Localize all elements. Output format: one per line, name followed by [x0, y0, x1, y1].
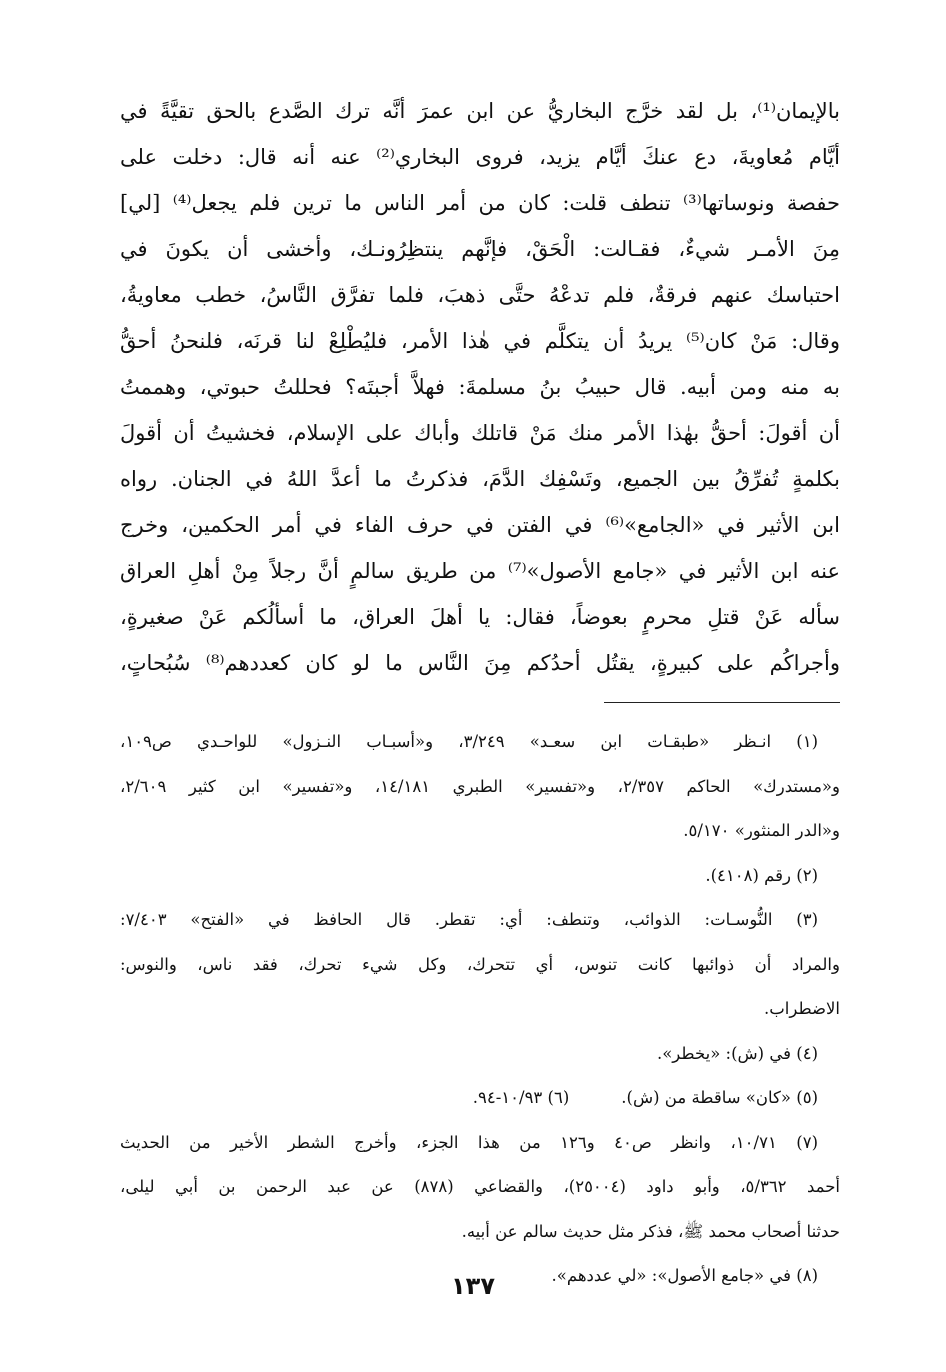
footnote-line: والمراد أن ذوائبها كانت تنوس، أي تتحرك، وكل شيء تحرك، فقد ناس، والنوس: — [120, 954, 840, 974]
footnote-line: (٤) في (ش): «يخطر». — [656, 1043, 818, 1063]
footnote-line: الاضطراب. — [763, 999, 840, 1018]
body-line: به منه ومن أبيه. قال حبيبُ بنُ مسلمةَ: فهلاَّ أجبتَه؟ فحللتُ حبوتي، وهممتُ — [120, 375, 840, 399]
footnote-line: و«مستدرك» الحاكم ٢/٣٥٧، و«تفسير» الطبري ١٤/١٨١، و«تفسير» ابن كثير ٢/٦٠٩، — [120, 776, 840, 796]
footnote-line: حدثنا أصحاب محمد ﷺ، فذكر مثل حديث سالم عن أبيه. — [461, 1221, 840, 1241]
footnote-line-pair — [120, 1076, 840, 1121]
body-line: عنه ابن الأثير في «جامع الأصول»⁽⁷⁾ من طريق سالمٍ أنَّ رجلاً مِنْ أهلِ العراق — [120, 559, 840, 583]
footnote-line: و«الدر المنثور» ٥/١٧٠. — [683, 821, 840, 840]
page-number: ١٣٧ — [451, 1272, 495, 1300]
body-line: حفصة ونوساتها⁽³⁾ تنطف قلت: كان من أمر الناس ما ترين فلم يجعل⁽⁴⁾ [لي] — [120, 191, 840, 215]
main-text — [120, 88, 840, 686]
body-line: سأله عَنْ قتلِ محرمٍ بعوضاً، فقال: يا أهلَ العراق، ما أسألُكم عَنْ صغيرةٍ، — [120, 605, 840, 629]
body-line: بالإيمان⁽¹⁾، بل لقد خرَّج البخاريُّ عن ابن عمرَ أنَّه ترك الصَّدع بالحق تقيَّةً في — [120, 99, 840, 123]
footnote-separator — [604, 702, 840, 703]
footnote-line: (١) انـظر «طبقـات ابن سعـد» ٣/٢٤٩، و«أسبـاب النـزول» للواحـدي ص١٠٩، — [120, 732, 819, 751]
footnote-line: (٨) في «جامع الأصول»: «لي عددهم». — [551, 1266, 818, 1285]
body-line: وأجراكُم على كبيرةٍ، يقتُل أحدُكم مِنَ النَّاس ما لو كان كعددهم⁽⁸⁾ سُبُحاتٍ، — [120, 651, 840, 675]
footnote-6: (٦) ١٠/٩٣-٩٤. — [472, 1088, 570, 1107]
footnote-line: (٣) النُّوسـات: الذوائب، وتنطف: أي: تقطر. قال الحافظ في «الفتح» ٧/٤٠٣: — [120, 910, 818, 929]
body-line: أن أقولَ: أحقُّ بهٰذا الأمر منك مَنْ قاتلك وأباك على الإسلام، فخشيتُ أن أقولَ — [120, 421, 840, 445]
body-line: وقال: مَنْ كان⁽⁵⁾ يريدُ أن يتكلَّم في هٰذا الأمر، فليُطْلِعْ لنا قرنَه، فلنحنُ أحقُّ — [120, 329, 840, 353]
body-line: احتباسك عنهم فرقةٌ، فلم تدعْهُ حتَّى ذهبَ، فلما تفرَّق النَّاسُ، خطب معاويةُ، — [120, 283, 840, 307]
footnote-line: أحمد ٥/٣٦٢، وأبو داود (٢٥٠٠٤)، والقضاعي (٨٧٨) عن عبد الرحمن بن أبي ليلى، — [120, 1177, 840, 1196]
footnote-line: (٧) ١٠/٧١، وانظر ص٤٠ و١٢٦ من هذا الجزء، وأخرج الشطر الأخير من الحديث — [120, 1132, 818, 1152]
body-line: أيَّام مُعاويةَ، دع عنكَ أيَّام يزيد، فروى البخاري⁽²⁾ عنه أنه قال: دخلت على — [120, 145, 840, 169]
footnote-line: (٢) رقم (٤١٠٨). — [705, 865, 818, 885]
footnote-5: (٥) «كان» ساقطة من (ش). — [621, 1088, 818, 1107]
body-line: بكلمةٍ تُفرِّقُ بين الجميع، وتَسْفِك الدَّمَ، فذكرتُ ما أعدَّ اللهُ في الجنان. رواه — [120, 467, 840, 491]
body-line: ابن الأثير في «الجامع»⁽⁶⁾ في الفتن في حرف الفاء في أمر الحكمين، وخرج — [120, 513, 840, 537]
body-line: مِنَ الأمـر شيءٌ، فقـالت: الْحَقْ، فإنَّهم ينتظِرُونـك، وأخشى أن يكونَ في — [120, 237, 840, 261]
footnotes — [120, 720, 840, 1299]
